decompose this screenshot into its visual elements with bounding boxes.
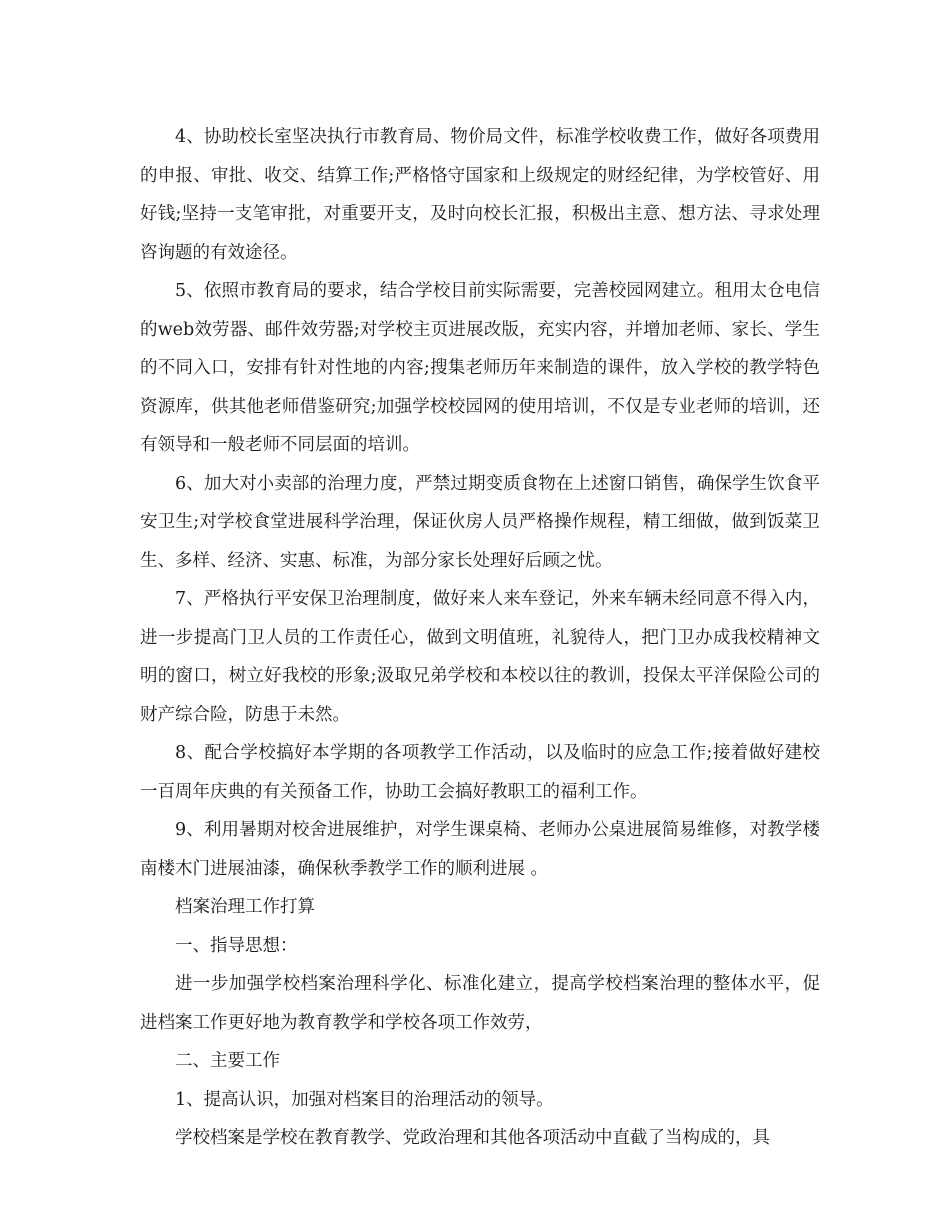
document-body: [140, 118, 820, 1158]
subheading-main-work: 二、主要工作: [175, 1051, 280, 1071]
section-heading-archive-plan: 档案治理工作打算: [175, 897, 315, 917]
paragraph-main-work-item-1: 1、提高认识，加强对档案目的治理活动的领导。: [175, 1089, 554, 1110]
paragraph-item-8-activities: 8、配合学校搞好本学期的各项教学工作活动，以及临时的应急工作;接着做好建校一百周年庆典的有关预备工作，协助工会搞好教职工的福利工作。: [140, 743, 820, 802]
paragraph-archive-definition: 学校档案是学校在教育教学、党政治理和其他各项活动中直截了当构成的，具: [175, 1128, 770, 1148]
paragraph-guiding-ideology: 进一步加强学校档案治理科学化、标准化建立，提高学校档案治理的整体水平，促进档案工作更好地为教育教学和学校各项工作效劳，: [140, 974, 820, 1033]
paragraph-item-9-maintenance: 9、利用暑期对校舍进展维护，对学生课桌椅、老师办公桌进展简易维修，对教学楼南楼木门进展油漆，确保秋季教学工作的顺利进展 。: [140, 820, 820, 879]
paragraph-item-6-canteen: 6、加大对小卖部的治理力度，严禁过期变质食物在上述窗口销售，确保学生饮食平安卫生;对学校食堂进展科学治理，保证伙房人员严格操作规程，精工细做，做到饭菜卫生、多样、经济、实惠、标准，为部分家长处理好后顾之忧。: [140, 473, 820, 571]
paragraph-item-5-campus-network: 5、依照市教育局的要求，结合学校目前实际需要，完善校园网建立。租用太仓电信的web效劳器、邮件效劳器;对学校主页进展改版，充实内容，并增加老师、家长、学生的不同入口，安排有针对性地的内容;搜集老师历年来制造的课件，放入学校的教学特色资源库，供其他老师借鉴研究;加强学校校园网的使用培训，不仅是专业老师的培训，还有领导和一般老师不同层面的培训。: [140, 281, 820, 455]
paragraph-item-7-security: 7、严格执行平安保卫治理制度，做好来人来车登记，外来车辆未经同意不得入内，进一步提高门卫人员的工作责任心，做到文明值班，礼貌待人，把门卫办成我校精神文明的窗口，树立好我校的形象;汲取兄弟学校和本校以往的教训，投保太平洋保险公司的财产综合险，防患于未然。: [140, 589, 820, 725]
subheading-guiding-ideology: 一、指导思想：: [175, 935, 298, 956]
paragraph-item-4-finance: 4、协助校长室坚决执行市教育局、物价局文件，标准学校收费工作，做好各项费用的申报、审批、收交、结算工作;严格恪守国家和上级规定的财经纪律，为学校管好、用好钱;坚持一支笔审批，对重要开支，及时向校长汇报，积极出主意、想方法、寻求处理咨询题的有效途径。: [140, 127, 820, 263]
